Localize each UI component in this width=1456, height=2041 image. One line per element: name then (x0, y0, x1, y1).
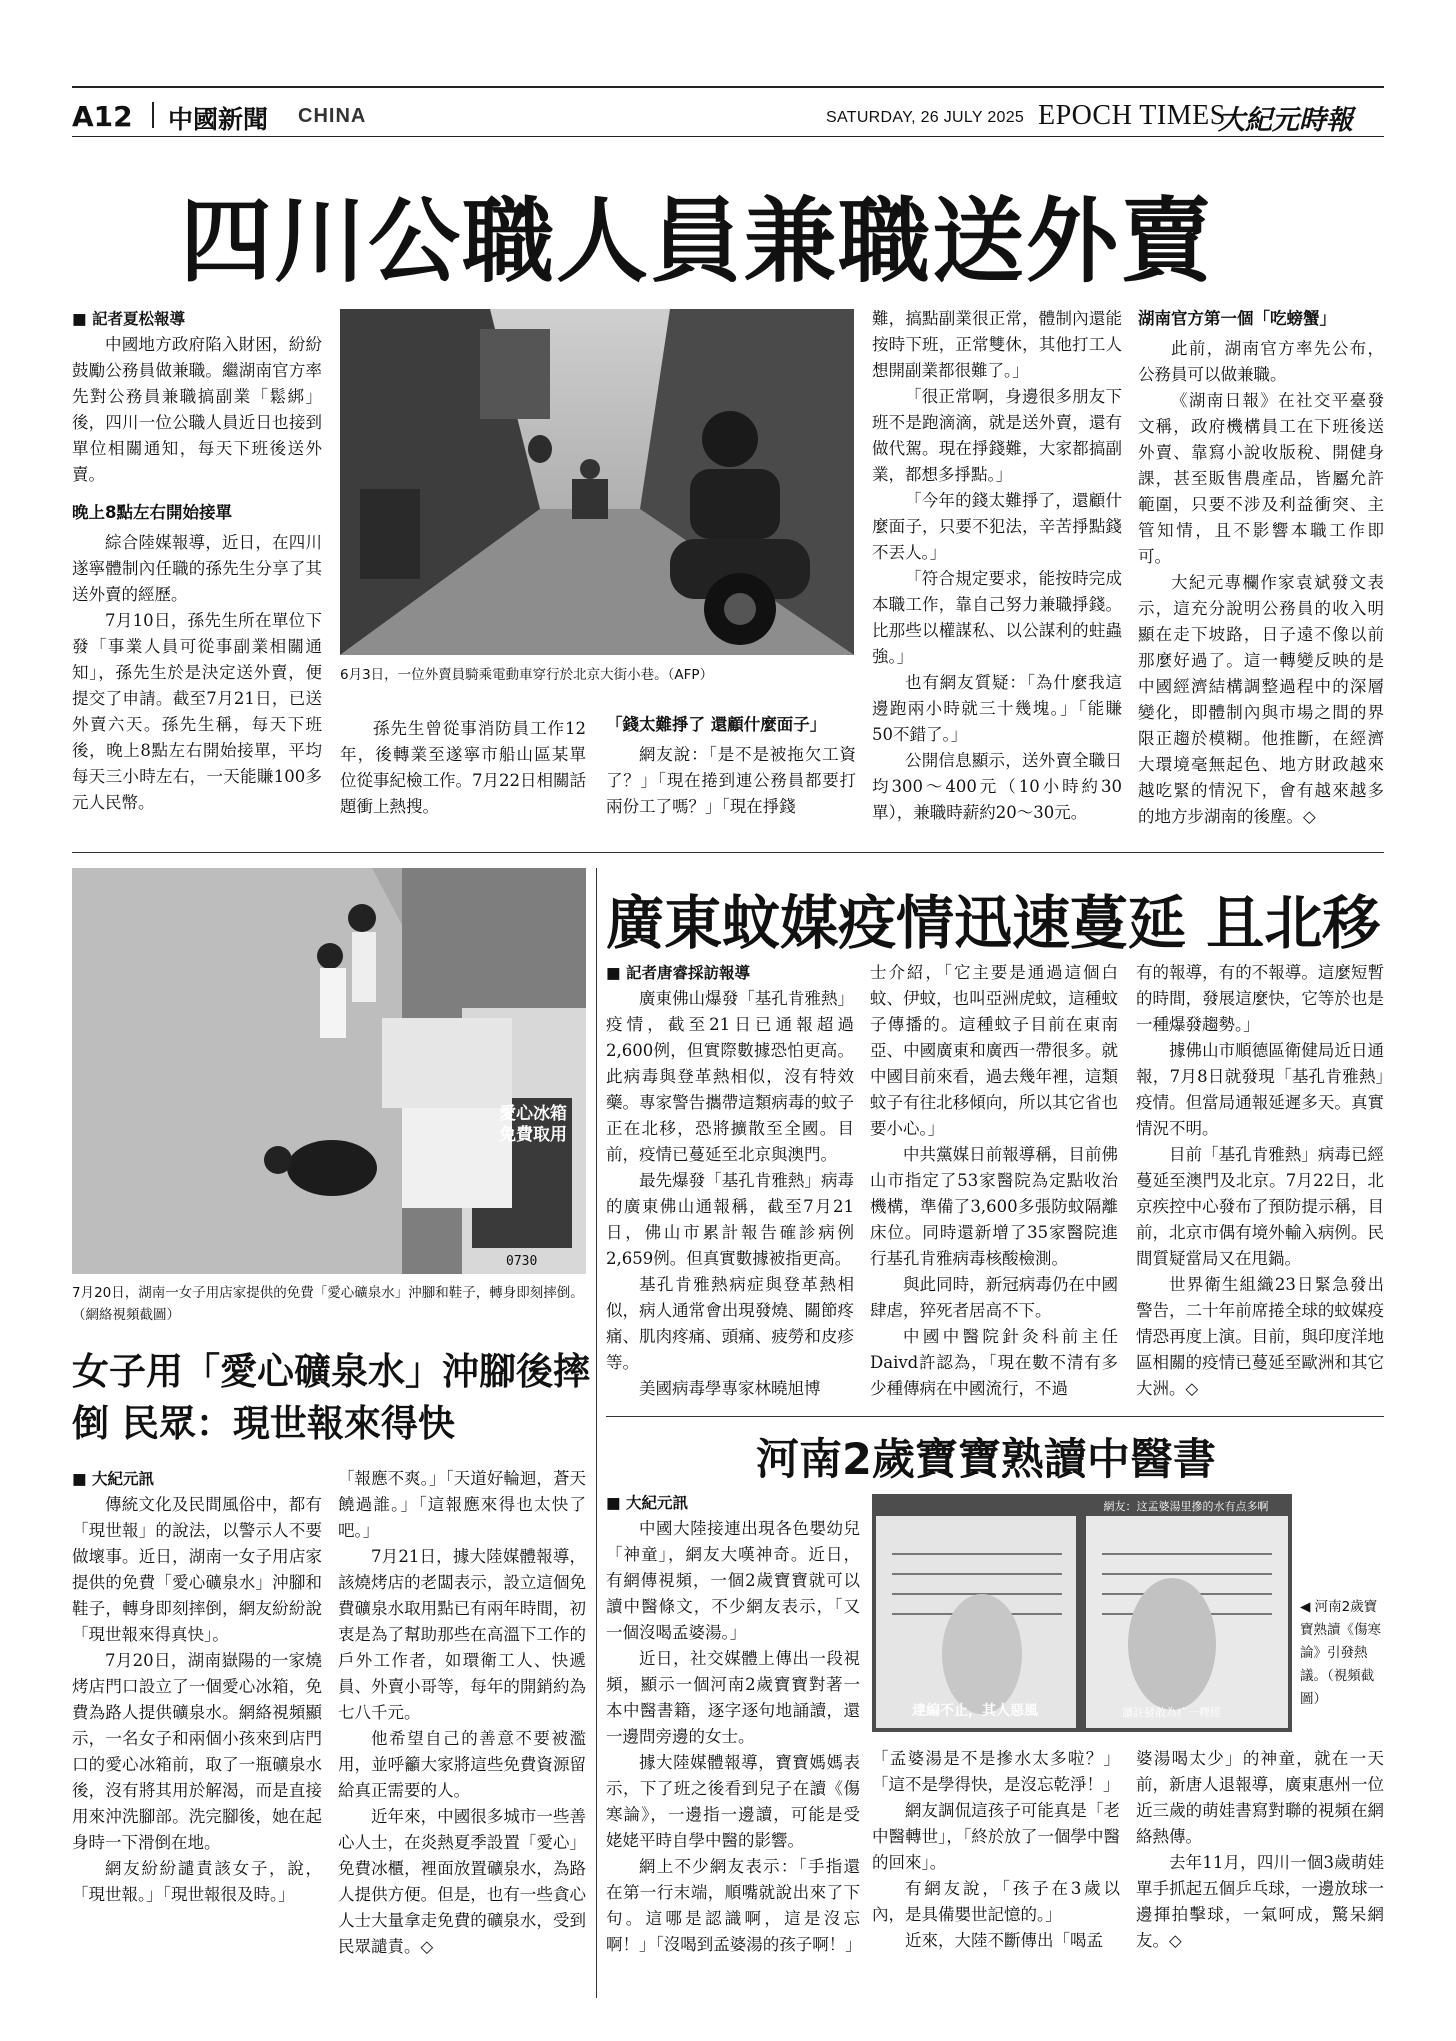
a4-column-3 (1136, 1746, 1384, 1954)
mineral-water-caption: 7月20日，湖南一女子用店家提供的免費「愛心礦泉水」沖腳和鞋子，轉身即刻摔倒。（網絡視頻截圖） (72, 1285, 584, 1323)
page-number: A12 (72, 100, 133, 133)
a4-paragraph: 近來，大陸不斷傳出「喝孟 (905, 1931, 1103, 1950)
column-divider (596, 868, 597, 1998)
a1-paragraph: 綜合陸媒報導，近日，在四川遂寧體制內任職的孫先生分享了其送外賣的經歷。 (72, 533, 322, 604)
a2-paragraph: 7月21日，據大陸媒體報導，該燒烤店的老闆表示，設立這個免費礦泉水取用點已有兩年時間，初衷是為了幫助那些在高溫下工作的戶外工作者，如環衛工人、快遞員、外賣小哥等，每年的開銷約為七八千元。 (338, 1547, 586, 1722)
main-headline: 四川公職人員兼職送外賣 (180, 187, 1215, 295)
a1-byline: ■ 記者夏松報導 (72, 306, 322, 332)
a3-paragraph: 有的報導，有的不報導。這麼短暫的時間，發展這麼快，它等於也是一種爆發趨勢。」 (1136, 963, 1384, 1034)
a3-column-2 (870, 960, 1118, 1402)
a3-paragraph: 中國中醫院針灸科前主任Daivd許認為，「現在數不清有多少種傳病在中國流行，不過 (870, 1327, 1118, 1398)
a2-column-1 (72, 1466, 322, 1908)
a3-paragraph: 中共黨媒日前報導稱，目前佛山市指定了53家醫院為定點收治機構，準備了3,600多張防蚊隔離床位。同時還新增了35家醫院進行基孔肯雅病毒核酸檢測。 (870, 1145, 1118, 1268)
baby-reading-illustration (872, 1494, 1292, 1732)
a2-column-2 (338, 1466, 586, 1960)
header-top-rule (72, 86, 1384, 88)
a2-byline: ■ 大紀元訊 (72, 1466, 322, 1492)
a4-paragraph: 中國大陸接連出現各色嬰幼兒「神童」，網友大嘆神奇。近日，有網傳視頻，一個2歲寶寶就可以讀中醫條文，不少網友表示，「又一個沒喝孟婆湯。」 (606, 1519, 860, 1642)
issue-date: SATURDAY, 26 JULY 2025 (826, 109, 1025, 126)
a1-column-3 (606, 706, 856, 820)
header-separator (152, 102, 154, 128)
a1-paragraph: 網友說：「是不是被拖欠工資了？」「現在捲到連公務員都要打兩份工了嗎？」「現在掙錢 (606, 745, 856, 816)
a2-paragraph: 「報應不爽。」「天道好輪迴，蒼天饒過誰。」「這報應來得也太快了吧。」 (338, 1469, 586, 1540)
header-bottom-rule (72, 136, 1384, 137)
a1-column-2 (340, 716, 586, 820)
a3-paragraph: 廣東佛山爆發「基孔肯雅熱」疫情，截至21日已通報超過2,600例，但實際數據恐怕更高。此病毒與登革熱相似，沒有特效藥。專家警告攜帶這類病毒的蚊子正在北移，恐將擴散至全國。目前，疫情已蔓延至北京與澳門。 (606, 989, 854, 1164)
baby-photo-overlay-right: 讀註發散為疒一釋經 (1122, 1706, 1221, 1719)
a2-paragraph: 7月20日，湖南嶽陽的一家燒烤店門口設立了一個愛心冰箱，免費為路人提供礦泉水。網絡視頻顯示，一名女子和兩個小孩來到店門口的愛心冰箱前，取了一瓶礦泉水後，沒有將其用於解渴，而是直接用來沖洗腳部。洗完腳後，她在起身時一下滑倒在地。 (72, 1651, 322, 1852)
a1-column-1 (72, 306, 322, 816)
delivery-rider-illustration (340, 309, 854, 655)
a1-subhead-1: 晚上8點左右開始接單 (72, 503, 232, 522)
a4-paragraph: 網友調侃這孩子可能真是「老中醫轉世」，「終於放了一個學中醫的回來」。 (872, 1801, 1120, 1872)
a1-column-4 (872, 306, 1122, 826)
a4-byline: ■ 大紀元訊 (606, 1490, 860, 1516)
a1-paragraph: 公開信息顯示，送外賣全職日均300～400元（10小時約30單），兼職時薪約20～30元。 (872, 751, 1122, 822)
henan-headline: 河南2歲寶寶熟讀中醫書 (756, 1435, 1216, 1485)
a3-paragraph: 基孔肯雅熱病症與登革熱相似，病人通常會出現發燒、關節疼痛、肌肉疼痛、頭痛、疲勞和皮疹等。 (606, 1275, 854, 1372)
a3-paragraph: 世界衛生組織23日緊急發出警告，二十年前席捲全球的蚊媒疫情恐再度上演。目前，與印度洋地區相關的疫情已蔓延至歐洲和其它大洲。◇ (1136, 1275, 1384, 1398)
section-divider (72, 852, 1384, 853)
a1-subhead-3: 湖南官方第一個「吃螃蟹」 (1138, 309, 1336, 328)
a1-paragraph: 也有網友質疑：「為什麼我這邊跑兩小時就三十幾塊。」「能賺50不錯了。」 (872, 673, 1122, 744)
a4-column-2 (872, 1746, 1120, 1954)
a4-paragraph: 去年11月，四川一個3歲萌娃單手抓起五個乒乓球，一邊放球一邊揮拍擊球，一氣呵成，驚呆網友。◇ (1136, 1853, 1384, 1950)
a2-paragraph: 近年來，中國很多城市一些善心人士，在炎熱夏季設置「愛心」免費冰櫃，裡面放置礦泉水，為路人提供方便。但是，也有一些貪心人士大量拿走免費的礦泉水，受到民眾譴責。◇ (338, 1807, 586, 1956)
delivery-photo-caption: 6月3日，一位外賣員騎乘電動車穿行於北京大街小巷。（AFP） (340, 667, 714, 683)
brand-name-cn: 大紀元時報 (1218, 105, 1353, 136)
a2-paragraph: 他希望自己的善意不要被濫用，並呼籲大家將這些免費資源留給真正需要的人。 (338, 1729, 586, 1800)
a2-paragraph: 傳統文化及民間風俗中，都有「現世報」的說法，以警示人不要做壞事。近日，湖南一女子用店家提供的免費「愛心礦泉水」沖腳和鞋子，轉身即刻摔倒，網友紛紛說「現世報來得真快」。 (72, 1495, 322, 1644)
a3-column-1 (606, 960, 854, 1402)
a1-paragraph: 此前，湖南官方率先公布，公務員可以做兼職。 (1138, 339, 1384, 384)
a3-paragraph: 與此同時，新冠病毒仍在中國肆虐，猝死者居高不下。 (870, 1275, 1118, 1320)
baby-photo-overlay-left: 達編不止，其人惡風 (912, 1703, 1038, 1719)
a1-paragraph: 「今年的錢太難掙了，還顧什麼面子，只要不犯法，辛苦掙點錢不丟人。」 (872, 491, 1122, 562)
delivery-rider-photo (340, 309, 854, 655)
section-divider-2 (606, 1416, 1384, 1417)
a1-subhead-2: 「錢太難掙了 還顧什麼面子」 (606, 715, 827, 734)
a4-column-1 (606, 1490, 860, 1958)
a3-paragraph: 士介紹，「它主要是通過這個白蚊、伊蚊，也叫亞洲虎蚊，這種蚊子傳播的。這種蚊子目前在東南亞、中國廣東和廣西一帶很多。就中國目前來看，過去幾年裡，這類蚊子有往北移傾向，所以其它省也要小心。」 (870, 963, 1118, 1138)
a4-paragraph: 婆湯喝太少」的神童，就在一天前，新唐人退報導，廣東惠州一位近三歲的萌娃書寫對聯的視頻在網絡熱傳。 (1136, 1749, 1384, 1846)
a3-column-3 (1136, 960, 1384, 1402)
fridge-number: 0730 (506, 1254, 538, 1269)
a1-paragraph: 中國地方政府陷入財困，紛紛鼓勵公務員做兼職。繼湖南官方率先對公務員兼職搞副業「鬆綁」後，四川一位公職人員近日也接到單位相關通知，每天下班後送外賣。 (72, 335, 322, 484)
a4-paragraph: 「孟婆湯是不是摻水太多啦？」「這不是學得快，是沒忘乾淨！」 (872, 1749, 1120, 1794)
a3-paragraph: 據佛山市順德區衛健局近日通報，7月8日就發現「基孔肯雅熱」疫情。但當局通報延遲多天。真實情況不明。 (1136, 1041, 1384, 1138)
a4-paragraph: 網上不少網友表示：「手指還在第一行末端，順嘴就說出來了下句。這哪是認識啊，這是沒忘啊！」「沒喝到孟婆湯的孩子啊！」 (606, 1857, 862, 1954)
baby-photo-overlay-top: 網友：这孟婆湯里摻的水有点多啊 (1103, 1500, 1269, 1513)
a4-paragraph: 據大陸媒體報導，寶寶媽媽表示，下了班之後看到兒子在讀《傷寒論》，一邊指一邊讀，可能是受姥姥平時自學中醫的影響。 (606, 1753, 860, 1850)
a3-paragraph: 美國病毒學專家林曉旭博 (639, 1379, 821, 1398)
a1-paragraph: 大紀元專欄作家袁斌發文表示，這充分說明公務員的收入明顯在走下坡路，日子遠不像以前那麼好過了。這一轉變反映的是中國經濟結構調整過程中的深層變化，即體制內與市場之間的界限正趨於模糊。他推斷，在經濟大環境毫無起色、地方財政越來越吃緊的情況下，會有越來越多的地方步湖南的後塵。◇ (1138, 573, 1384, 826)
a1-paragraph: 難，搞點副業很正常，體制內還能按時下班，正常雙休，其他打工人想開副業都很難了。」 (872, 309, 1122, 380)
section-title-en: CHINA (298, 105, 367, 127)
baby-photo-caption: ◀ 河南2歲寶寶熟讀《傷寒論》引發熱議。（視頻截圖） (1300, 1599, 1381, 1707)
brand-name-en: EPOCH TIMES (1038, 100, 1226, 131)
aixin-headline: 女子用「愛心礦泉水」沖腳後摔倒 民眾：現世報來得快 (72, 1350, 590, 1445)
a1-paragraph: 《湖南日報》在社交平臺發文稱，政府機構員工在下班後送外賣、靠寫小說收版稅、開健身課，甚至販售農產品，皆屬允許範圍，只要不涉及利益衝突、主管知情，且不影響本職工作即可。 (1138, 391, 1384, 566)
a3-byline: ■ 記者唐睿採訪報導 (606, 960, 854, 986)
a4-paragraph: 有網友說，「孩子在3歲以內，是具備嬰世記憶的。」 (872, 1879, 1120, 1924)
a1-paragraph: 「符合規定要求，能按時完成本職工作，靠自己努力兼職掙錢。比那些以權謀私、以公謀利的蛀蟲強。」 (872, 569, 1122, 666)
mineral-water-illustration (72, 868, 586, 1274)
a2-paragraph: 網友紛紛譴責該女子，說，「現世報。」「現世報很及時。」 (72, 1859, 322, 1904)
a1-paragraph: 7月10日，孫先生所在單位下發「事業人員可從事副業相關通知」，孫先生於是決定送外賣，便提交了申請。截至7月21日，已送外賣六天。孫先生稱，每天下班後，晚上8點左右開始接單，平均每天三小時左右，一天能賺100多元人民幣。 (72, 611, 322, 812)
baby-reading-photo (872, 1494, 1292, 1732)
a1-paragraph: 「很正常啊，身邊很多朋友下班不是跑滴滴，就是送外賣，還有做代駕。現在掙錢難，大家都搞副業，都想多掙點。」 (872, 387, 1122, 484)
section-title-cn: 中國新聞 (168, 105, 269, 134)
a4-paragraph: 近日，社交媒體上傳出一段視頻，顯示一個河南2歲寶寶對著一本中醫書籍，逐字逐句地誦讀，還一邊問旁邊的女士。 (606, 1649, 860, 1746)
fridge-sign: 愛心冰箱 免費取用 (499, 1104, 567, 1145)
a1-paragraph: 孫先生曾從事消防員工作12年，後轉業至遂寧市船山區某單位從事紀檢工作。7月22日相關話題衝上熱搜。 (340, 719, 586, 816)
a3-paragraph: 最先爆發「基孔肯雅熱」病毒的廣東佛山通報稱，截至7月21日，佛山市累計報告確診病例2,659例。但真實數據被指更高。 (606, 1171, 854, 1268)
mineral-water-photo (72, 868, 586, 1274)
a3-paragraph: 目前「基孔肯雅熱」病毒已經蔓延至澳門及北京。7月22日，北京疾控中心發布了預防提示稱，目前，北京市偶有境外輸入病例。民間質疑當局又在甩鍋。 (1136, 1145, 1384, 1268)
a1-column-5 (1138, 306, 1384, 830)
guangdong-headline: 廣東蚊媒疫情迅速蔓延 且北移 (606, 889, 1381, 957)
